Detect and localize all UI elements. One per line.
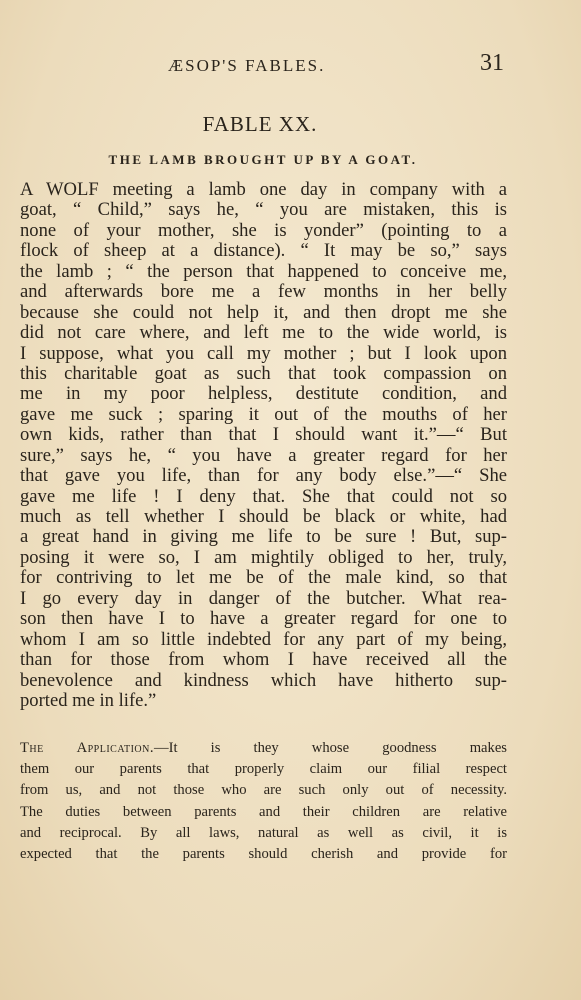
application-first-line-rest: —It is they whose goodness makes bbox=[154, 740, 507, 756]
fable-line: posing it were so, I am mightily obliged to her, truly, bbox=[20, 546, 507, 568]
fable-line: that gave you life, than for any body else.”—“ She bbox=[20, 465, 507, 487]
fable-subtitle: THE LAMB BROUGHT UP BY A GOAT. bbox=[108, 152, 418, 167]
application-paragraph bbox=[20, 738, 507, 865]
fable-line: me in my poor helpless, destitute condition, and bbox=[20, 383, 507, 405]
fable-line: and afterwards bore me a few months in her belly bbox=[20, 281, 507, 303]
fable-line: own kids, rather than that I should want it.”—“ But bbox=[20, 424, 507, 446]
page-number: 31 bbox=[480, 50, 504, 76]
fable-line: benevolence and kindness which have hitherto sup- bbox=[20, 669, 507, 691]
running-title: ÆSOP'S FABLES. bbox=[168, 56, 326, 75]
application-line: them our parents that properly claim our filial respect bbox=[20, 761, 507, 778]
fable-line: I go every day in danger of the butcher. What rea- bbox=[20, 587, 507, 609]
fable-line: ported me in life.” bbox=[20, 689, 157, 711]
fable-line: whom I am so little indebted for any part of my being, bbox=[20, 628, 507, 650]
fable-line: because she could not help it, and then dropt me she bbox=[20, 301, 507, 323]
fable-line: for contriving to let me be of the male kind, so that bbox=[20, 567, 507, 589]
fable-line: I suppose, what you call my mother ; but I look upon bbox=[20, 342, 507, 364]
fable-line: son then have I to have a greater regard for one to bbox=[20, 608, 507, 630]
fable-line: goat, “ Child,” says he, “ you are mistaken, this is bbox=[20, 199, 507, 221]
fable-line: none of your mother, she is yonder” (pointing to a bbox=[20, 219, 507, 241]
application-line: and reciprocal. By all laws, natural as well as civil, it is bbox=[20, 824, 507, 841]
fable-line: did not care where, and left me to the wide world, is bbox=[20, 322, 507, 344]
application-line: The duties between parents and their children are relative bbox=[20, 803, 507, 820]
fable-line: sure,” says he, “ you have a greater regard for her bbox=[20, 444, 507, 466]
application-line: from us, and not those who are such only out of necessity. bbox=[20, 782, 507, 799]
fable-line: gave me suck ; sparing it out of the mouths of her bbox=[20, 403, 507, 425]
fable-body bbox=[20, 180, 507, 711]
fable-line: a great hand in giving me life to be sure ! But, sup- bbox=[20, 526, 507, 548]
application-line: expected that the parents should cherish and provide for bbox=[20, 845, 507, 862]
fable-title: FABLE XX. bbox=[202, 112, 318, 136]
fable-line: gave me life ! I deny that. She that could not so bbox=[20, 485, 507, 507]
fable-line: much as tell whether I should be black or white, had bbox=[20, 506, 507, 527]
fable-line: the lamb ; “ the person that happened to conceive me, bbox=[20, 260, 507, 282]
fable-line: than for those from whom I have received all the bbox=[20, 649, 507, 671]
fable-line: A WOLF meeting a lamb one day in company with a bbox=[20, 179, 507, 200]
application-line bbox=[20, 738, 507, 759]
fable-line: this charitable goat as such that took compassion on bbox=[20, 362, 507, 384]
application-lead: The Application. bbox=[20, 740, 154, 756]
fable-line: flock of sheep at a distance). “ It may be so,” says bbox=[20, 240, 507, 262]
running-head bbox=[0, 52, 581, 82]
